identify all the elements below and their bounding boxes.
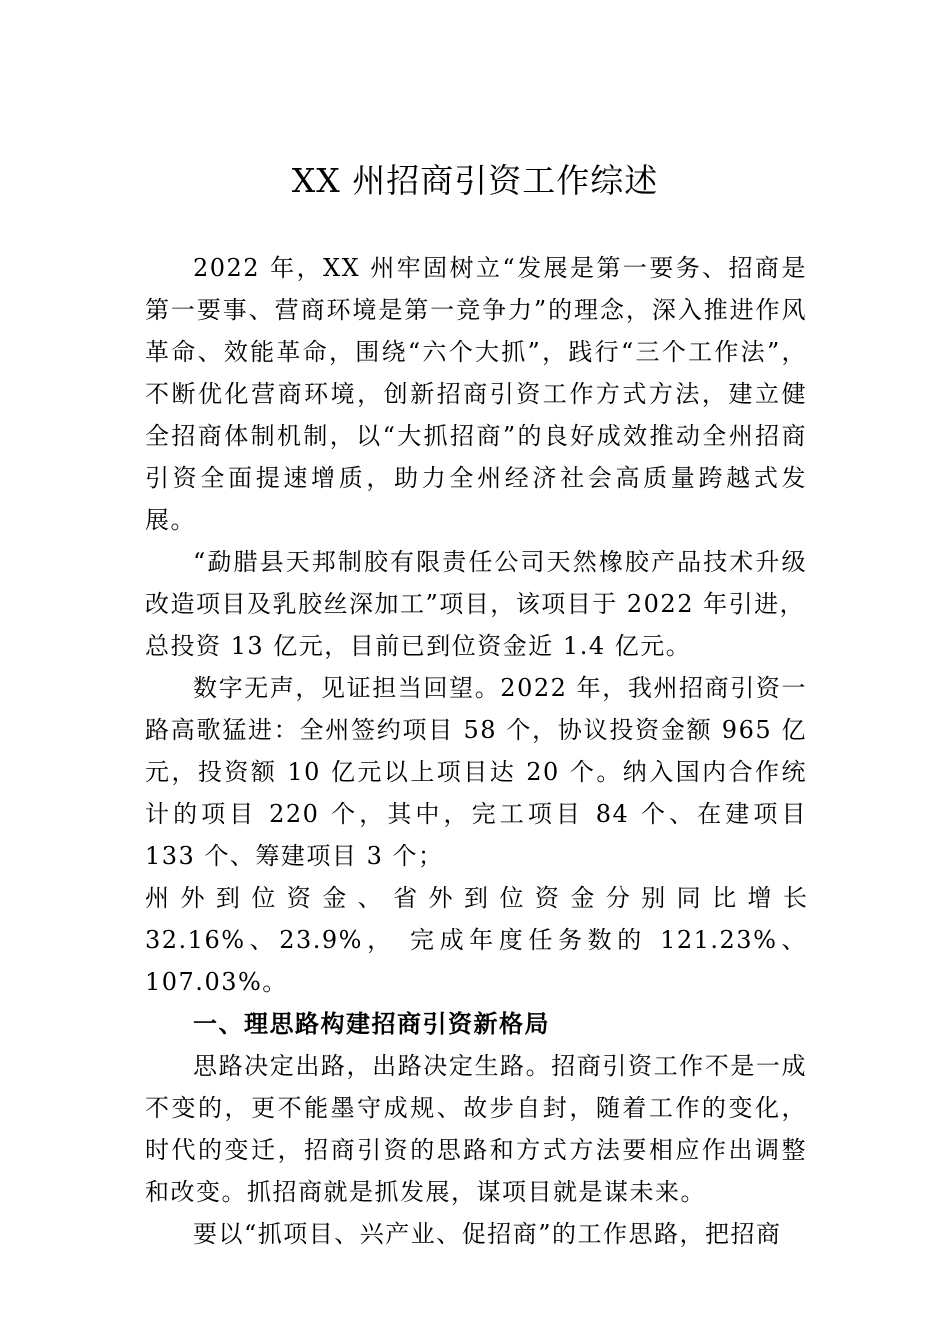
document-title: XX 州招商引资工作综述 (291, 161, 659, 200)
paragraph: 思路决定出路，出路决定生路。招商引资工作不是一成不变的，更不能墨守成规、故步自封，随着工作的变化，时代的变迁，招商引资的思路和方式方法要相应作出调整和改变。抓招商就是抓发展，谋项目就是谋未来。 (145, 1052, 807, 1206)
section-heading: 一、理思路构建招商引资新格局 (193, 1010, 550, 1038)
document-body (145, 247, 807, 1255)
paragraph: 32.16%、23.9%， 完成年度任务数的 121.23%、107.03%。 (145, 926, 807, 996)
paragraph: 2022 年，XX 州牢固树立“发展是第一要务、招商是第一要事、营商环境是第一竞争力”的理念，深入推进作风革命、效能革命，围绕“六个大抓”，践行“三个工作法”，不断优化营商环境，创新招商引资工作方式方法，建立健全招商体制机制，以“大抓招商”的良好成效推动全州招商引资全面提速增质，助力全州经济社会高质量跨越式发展。 (145, 254, 807, 534)
paragraph: “勐腊县天邦制胶有限责任公司天然橡胶产品技术升级改造项目及乳胶丝深加工”项目，该项目于 2022 年引进， (145, 548, 807, 618)
paragraph: 州外到位资金、省外到位资金分别同比增长 (145, 884, 807, 912)
paragraph: 数字无声，见证担当回望。2022 年，我州招商引资一路高歌猛进：全州签约项目 58 个，协议投资金额 965 亿元，投资额 10 亿元以上项目达 20 个。纳入国内合作统计的项目 220 个，其中，完工项目 84 个、在建项目 133 个、筹建项目 3 个； (145, 674, 807, 870)
paragraph: 总投资 13 亿元，目前已到位资金近 1.4 亿元。 (145, 632, 692, 660)
paragraph: 要以“抓项目、兴产业、促招商”的工作思路，把招商 (193, 1220, 782, 1248)
